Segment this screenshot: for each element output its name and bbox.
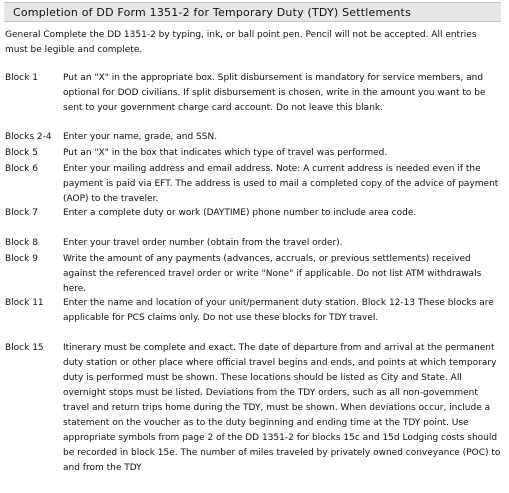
block-text: Enter your mailing address and email address. Note: A current address is needed even if the payment is paid via EFT. The address is used to mail a completed copy of the advice of payment (AOP) to the traveler.	[63, 164, 499, 204]
block-text: Put an "X" in the box that indicates which type of travel was performed.	[63, 148, 388, 158]
block-label: Block 15	[5, 343, 44, 353]
block-text: Enter a complete duty or work (DAYTIME) phone number to include area code.	[63, 208, 417, 218]
block-text: Put an "X" in the appropriate box. Split disbursement is mandatory for service members, and optional for DOD civilians. If split disbursement is chosen, write in the amount you want to be sent to your government charge card account. Do not leave this blank.	[63, 73, 486, 113]
block-label: Block 1	[5, 73, 38, 83]
block-text: Write the amount of any payments (advances, accruals, or previous settlements) received against the referenced travel order or write "None" if applicable. Do not list ATM withdrawals here.	[63, 254, 482, 294]
block-label: Block 9	[5, 254, 38, 264]
block-label: Block 7	[5, 208, 38, 218]
block-label: Blocks 2-4	[5, 132, 52, 142]
block-text: Enter the name and location of your unit/permanent duty station. Block 12-13 These blocks are applicable for PCS claims only. Do not use these blocks for TDY travel.	[63, 298, 494, 323]
block-text: Itinerary must be complete and exact. The date of departure from and arrival at the permanent duty station or other place where official travel begins and ends, and points at which temporary duty is performed must be shown. These locations should be listed as City and State. All overnight stops must be listed. Deviations from the TDY orders, such as all non-government travel and return trips home during the TDY, must be shown. When deviations occur, include a statement on the voucher as to the duty beginning and ending time at the TDY point. Use appropriate symbols from page 2 of the DD 1351-2 for blocks 15c and 15d Lodging costs should be recorded in block 15e. The number of miles traveled by privately owned conveyance (POC) to and from the TDY	[63, 343, 501, 473]
block-label: Block 5	[5, 148, 38, 158]
block-label: Block 6	[5, 164, 38, 174]
block-text: Enter your name, grade, and SSN.	[63, 132, 218, 142]
page-title: Completion of DD Form 1351-2 for Temporary Duty (TDY) Settlements	[13, 6, 412, 19]
title-bar	[4, 2, 501, 22]
intro-paragraph: General Complete the DD 1351-2 by typing, ink, or ball point pen. Pencil will not be accepted. All entries must be legible and complete.	[5, 30, 477, 55]
block-label: Block 8	[5, 238, 38, 248]
block-label: Block 11	[5, 298, 44, 308]
block-text: Enter your travel order number (obtain from the travel order).	[63, 238, 343, 248]
